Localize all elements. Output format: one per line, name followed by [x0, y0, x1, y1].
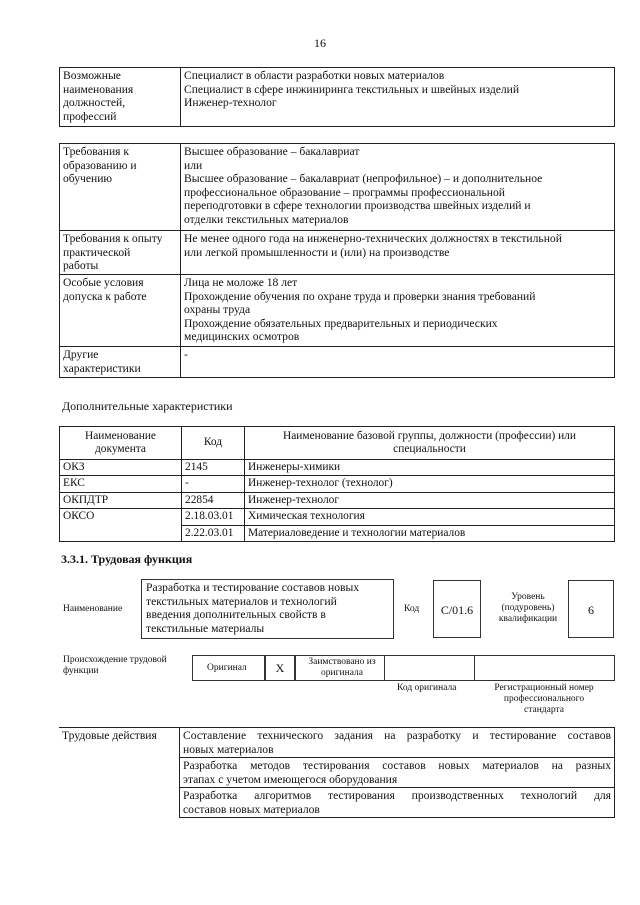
labor-action-item	[180, 758, 615, 788]
cell-code: 22854	[182, 492, 245, 508]
cell-doc: ЕКС	[60, 476, 182, 492]
origin-label-line: Происхождение трудовой	[63, 655, 167, 665]
level-label-line: (подуровень)	[501, 603, 555, 613]
requirement-label-cell	[60, 144, 181, 231]
header-group	[245, 427, 615, 460]
labor-action-item	[180, 788, 615, 818]
requirement-value-line: Не менее одного года на инженерно-технических должностях в текстильной	[184, 232, 562, 245]
positions-label-cell	[60, 68, 181, 127]
cell-code: 2145	[182, 460, 245, 476]
requirement-label-cell	[60, 347, 181, 378]
labor-action-line: составов новых материалов	[183, 802, 320, 816]
original-label: Оригинал	[207, 663, 247, 673]
requirements-table	[59, 143, 615, 378]
labor-action-line: этапах с учетом имеющегося оборудования	[183, 772, 398, 786]
requirement-row-other	[60, 347, 615, 378]
requirement-label-line: Требования к	[63, 145, 130, 158]
labor-actions-label: Трудовые действия	[59, 728, 180, 818]
cell-code: 2.18.03.01	[182, 509, 245, 525]
requirement-value-line: охраны труда	[184, 303, 251, 317]
table-row	[60, 509, 615, 525]
table-row	[60, 492, 615, 508]
cell-name: Инженер-технолог (технолог)	[245, 476, 615, 492]
header-group-line: специальности	[393, 443, 466, 455]
positions-row	[60, 68, 615, 127]
cell-name: Химическая технология	[245, 509, 615, 525]
borrowed-label-line: Заимствовано из	[308, 657, 376, 667]
requirement-value-line: или легкой промышленности и (или) на производстве	[184, 245, 450, 259]
header-document	[60, 427, 182, 460]
qualification-level-label	[490, 592, 566, 625]
additional-characteristics-heading: Дополнительные характеристики	[62, 399, 233, 413]
positions-label-line: профессий	[63, 109, 117, 123]
reg-number-line: стандарта	[524, 705, 564, 715]
requirement-value-line: Лица не моложе 18 лет	[184, 276, 298, 289]
requirement-value-cell	[181, 275, 615, 347]
requirement-value-line: или	[184, 158, 203, 172]
requirement-row-admission	[60, 275, 615, 347]
position-value: Специалист в области разработки новых материалов	[184, 69, 445, 82]
header-code: Код	[182, 427, 245, 460]
cell-name: Материаловедение и технологии материалов	[245, 525, 615, 541]
function-heading: 3.3.1. Трудовая функция	[61, 552, 193, 566]
table-row	[60, 460, 615, 476]
positions-values-cell	[181, 68, 615, 127]
function-name-line: текстильные материалы	[146, 621, 265, 635]
requirement-label-line: практической	[63, 245, 131, 259]
origin-label-line: функции	[63, 666, 99, 676]
level-label-line: Уровень	[511, 592, 545, 602]
reg-number-label	[478, 683, 610, 716]
requirement-value-line: профессиональное образование – программы профессиональной	[184, 185, 505, 199]
labor-action-line: новых материалов	[183, 742, 274, 756]
qualification-level-box: 6	[568, 580, 614, 638]
requirement-label-line: Требования к опыту	[63, 232, 163, 245]
code-label: Код	[404, 604, 420, 614]
positions-label-line: должностей,	[63, 96, 126, 110]
cell-doc: ОКПДТР	[60, 492, 182, 508]
requirement-value-line: отделки текстильных материалов	[184, 212, 349, 226]
requirement-label-cell	[60, 231, 181, 275]
requirement-label-line: образованию и	[63, 158, 137, 172]
origin-code-cell	[385, 655, 475, 681]
requirement-label-line: Другие	[63, 348, 99, 361]
header-document-line: документа	[95, 443, 146, 455]
origin-label	[63, 655, 167, 677]
cell-name: Инженеры-химики	[245, 460, 615, 476]
cell-name: Инженер-технолог	[245, 492, 615, 508]
requirement-value-line: переподготовки в сфере технологии производства швейных изделий и	[184, 199, 531, 213]
origin-borrowed-cell	[295, 655, 385, 681]
requirement-value-line: -	[184, 348, 188, 361]
requirement-value-line: Прохождение обучения по охране труда и проверки знания требований	[184, 289, 536, 303]
level-label-line: квалификации	[498, 614, 558, 624]
function-name-line: введения дополнительных свойств в	[146, 608, 326, 622]
labor-action-row	[59, 728, 615, 758]
requirement-value-cell	[181, 347, 615, 378]
function-name-box	[141, 579, 394, 639]
origin-mark-cell: X	[265, 655, 295, 681]
labor-action-line: Разработка алгоритмов тестирования производственных технологий для	[183, 789, 611, 802]
requirement-value-line: Высшее образование – бакалавриат	[184, 145, 360, 158]
requirement-label-line: обучению	[63, 172, 113, 186]
origin-regnum-cell	[475, 655, 615, 681]
code-value-box: C/01.6	[433, 580, 481, 638]
requirement-label-line: характеристики	[63, 361, 141, 375]
requirement-label-cell	[60, 275, 181, 347]
borrowed-label-line: оригинала	[321, 668, 363, 678]
position-value: Специалист в сфере инжиниринга текстильных и швейных изделий	[184, 82, 520, 96]
reg-number-line: профессионального	[503, 694, 585, 704]
requirement-value-line: медицинских осмотров	[184, 330, 300, 344]
table-row	[60, 476, 615, 492]
name-label: Наименование	[63, 604, 123, 614]
requirement-value-cell	[181, 231, 615, 275]
code-original-label: Код оригинала	[397, 683, 457, 693]
requirement-value-cell	[181, 144, 615, 231]
header-group-line: Наименование базовой группы, должности (профессии) или	[283, 429, 576, 442]
requirement-row-education	[60, 144, 615, 231]
origin-original-cell	[192, 655, 265, 681]
header-document-line: Наименование	[85, 429, 156, 442]
labor-action-item	[180, 728, 615, 758]
labor-actions-table	[59, 727, 615, 818]
cell-code: 2.22.03.01	[182, 525, 245, 541]
requirement-value-line: Высшее образование – бакалавриат (непрофильное) – и дополнительное	[184, 172, 543, 186]
labor-action-line: Разработка методов тестирования составов новых материалов на разных	[183, 759, 611, 772]
cell-doc: ОКСО	[60, 509, 182, 542]
cell-doc: ОКЗ	[60, 460, 182, 476]
positions-table	[59, 67, 615, 127]
labor-action-line: Составление технического задания на разработку и тестирование составов	[183, 729, 611, 742]
position-value: Инженер-технолог	[184, 96, 277, 110]
requirement-label-line: работы	[63, 259, 99, 273]
function-name-line: Разработка и тестирование составов новых	[146, 581, 360, 594]
page-number: 16	[314, 36, 326, 50]
positions-label-line: наименования	[63, 82, 134, 96]
reg-number-line: Регистрационный номер	[494, 683, 594, 693]
requirement-row-experience	[60, 231, 615, 275]
positions-label-line: Возможные	[63, 69, 121, 82]
function-name-line: текстильных материалов и технологий	[146, 594, 337, 608]
cell-code: -	[182, 476, 245, 492]
borrowed-label	[302, 657, 382, 679]
requirement-label-line: допуска к работе	[63, 289, 147, 303]
additional-header-row	[60, 427, 615, 460]
requirement-value-line: Прохождение обязательных предварительных и периодических	[184, 316, 498, 330]
requirement-label-line: Особые условия	[63, 276, 144, 289]
additional-characteristics-table	[59, 426, 615, 542]
